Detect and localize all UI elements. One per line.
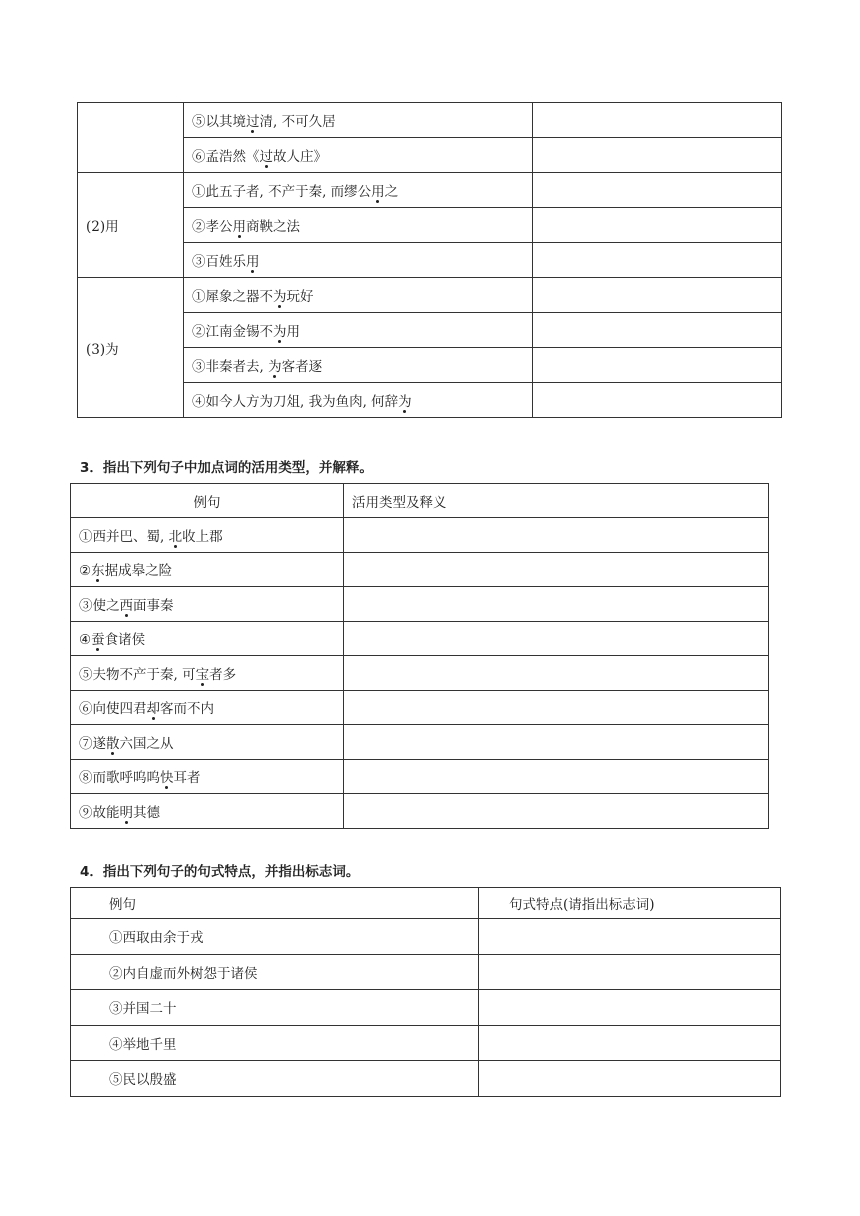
table-row [78, 243, 782, 278]
table-row [78, 313, 782, 348]
sentence-text-pre: ⑦遂 [79, 735, 106, 752]
answer-cell[interactable] [479, 1025, 781, 1061]
sentence-text-pre: ⑧而歌呼呜呜 [79, 770, 160, 787]
table-row [78, 208, 782, 243]
example-sentence [71, 656, 344, 691]
answer-cell[interactable] [344, 725, 769, 760]
answer-cell[interactable] [533, 173, 782, 208]
section4-col1-header: 例句 [71, 888, 479, 919]
sentence-text-pre: ②孝公 [192, 219, 233, 235]
example-sentence [71, 518, 344, 553]
answer-cell[interactable] [479, 990, 781, 1026]
example-sentence [184, 383, 533, 418]
table-sentence-patterns [70, 887, 781, 1097]
sentence-text-pre: ⑤夫物不产于秦, 可 [79, 666, 196, 683]
sentence-text-pre: ⑥向使四君 [79, 701, 147, 718]
dotted-word: 散 [106, 732, 120, 752]
sentence-text-pre: ①犀象之器不 [192, 289, 273, 305]
answer-cell[interactable] [344, 794, 769, 829]
sentence-text-post: 用 [286, 324, 300, 340]
table-row [78, 278, 782, 313]
sentence-text-post: 玩好 [286, 289, 314, 305]
example-sentence [184, 138, 533, 173]
answer-cell[interactable] [479, 919, 781, 955]
dotted-word: 用 [371, 180, 385, 200]
dotted-word: 却 [147, 697, 161, 717]
table-row [71, 954, 781, 990]
dotted-word: 为 [273, 285, 287, 305]
table-row [71, 919, 781, 955]
answer-cell[interactable] [344, 690, 769, 725]
dotted-word: 明 [120, 801, 134, 821]
sentence-text-post: 据成皋之险 [104, 563, 173, 580]
example-sentence [71, 759, 344, 794]
table-row [78, 173, 782, 208]
word-label [78, 103, 184, 173]
word-label: (3)为 [78, 278, 184, 418]
sentence-text-pre: ⑨故能 [79, 804, 120, 821]
sentence-text-pre: ② [79, 563, 92, 580]
sentence-text-post: 之 [384, 184, 399, 200]
section3-col2-header: 活用类型及释义 [344, 484, 769, 518]
table-row [71, 587, 769, 622]
dotted-word: 为 [398, 390, 412, 410]
sentence-text-pre: ②江南金锡不 [192, 324, 273, 340]
answer-cell[interactable] [533, 243, 782, 278]
sentence-text-pre: ⑥孟浩然《 [192, 149, 260, 165]
sentence-text-pre: ①西并巴、蜀, [79, 528, 169, 545]
table-row [71, 794, 769, 829]
answer-cell[interactable] [533, 208, 782, 243]
answer-cell[interactable] [533, 313, 782, 348]
sentence-text-pre: ③非秦者去, [192, 359, 269, 375]
dotted-word: 东 [91, 559, 105, 579]
dotted-word: 为 [273, 320, 287, 340]
table-row [78, 383, 782, 418]
sentence-text-post: 六国之从 [119, 735, 174, 752]
dotted-word: 宝 [196, 663, 210, 683]
sentence-text-post: 面事秦 [133, 597, 174, 614]
sentence-text-post: 商鞅之法 [246, 219, 300, 235]
table-row [71, 656, 769, 691]
section3-title: 3．指出下列句子中加点词的活用类型，并解释。 [80, 460, 373, 476]
example-sentence [184, 348, 533, 383]
example-sentence: ④举地千里 [71, 1025, 479, 1061]
dotted-word: 西 [120, 594, 134, 614]
example-sentence [184, 208, 533, 243]
example-sentence: ③并国二十 [71, 990, 479, 1026]
table-row [71, 621, 769, 656]
example-sentence [71, 690, 344, 725]
example-sentence [71, 794, 344, 829]
example-sentence [71, 621, 344, 656]
sentence-text-post: 食诸侯 [104, 632, 146, 649]
table-row [71, 759, 769, 794]
answer-cell[interactable] [533, 278, 782, 313]
sentence-text-post: 耳者 [173, 770, 201, 787]
table-row [71, 518, 769, 553]
answer-cell[interactable] [533, 103, 782, 138]
sentence-text-post: 者多 [209, 666, 237, 683]
dotted-word: 过 [260, 145, 274, 165]
table-row [71, 990, 781, 1026]
dotted-word: 用 [233, 215, 247, 235]
answer-cell[interactable] [533, 348, 782, 383]
example-sentence: ②内自虚而外树怨于诸侯 [71, 954, 479, 990]
dotted-word: 用 [246, 250, 260, 270]
sentence-text-pre: ④ [79, 632, 92, 649]
sentence-text-pre: ③使之 [79, 597, 120, 614]
example-sentence: ⑤民以殷盛 [71, 1061, 479, 1097]
sentence-text-post: 其德 [133, 804, 160, 821]
section3-col1-header: 例句 [71, 484, 344, 518]
answer-cell[interactable] [533, 138, 782, 173]
word-label: (2)用 [78, 173, 184, 278]
table-word-usage [70, 483, 769, 829]
dotted-word: 北 [169, 525, 183, 545]
table-row [71, 690, 769, 725]
answer-cell[interactable] [479, 1061, 781, 1097]
answer-cell[interactable] [344, 518, 769, 553]
table-word-meanings [77, 102, 782, 418]
sentence-text-pre: ③百姓乐 [192, 254, 246, 270]
table-row [71, 1061, 781, 1097]
dotted-word: 过 [246, 110, 260, 130]
answer-cell[interactable] [344, 656, 769, 691]
table-row [78, 348, 782, 383]
example-sentence [71, 725, 344, 760]
dotted-word: 蚕 [91, 628, 105, 648]
table-row [71, 1025, 781, 1061]
table-row [71, 552, 769, 587]
example-sentence [184, 103, 533, 138]
dotted-word: 为 [268, 355, 282, 375]
answer-cell[interactable] [479, 954, 781, 990]
answer-cell[interactable] [344, 759, 769, 794]
table-row [78, 138, 782, 173]
table-row [78, 103, 782, 138]
dotted-word: 快 [160, 766, 174, 786]
answer-cell[interactable] [344, 621, 769, 656]
answer-cell[interactable] [344, 587, 769, 622]
sentence-text-pre: ①此五子者, 不产于秦, 而缪公 [192, 184, 372, 200]
example-sentence [71, 552, 344, 587]
sentence-text-post: 客而不内 [160, 701, 214, 718]
sentence-text-post: 清, 不可久居 [259, 114, 336, 130]
sentence-text-pre: ④如今人方为刀俎, 我为鱼肉, 何辞 [192, 394, 399, 410]
example-sentence: ①西取由余于戎 [71, 919, 479, 955]
example-sentence [184, 278, 533, 313]
answer-cell[interactable] [344, 552, 769, 587]
sentence-text-post: 客者逐 [281, 359, 323, 375]
section4-title: 4．指出下列句子的句式特点，并指出标志词。 [80, 864, 360, 880]
example-sentence [71, 587, 344, 622]
table-row [71, 725, 769, 760]
sentence-text-post: 收上郡 [182, 528, 223, 545]
section4-col2-header: 句式特点(请指出标志词) [479, 888, 781, 919]
sentence-text-pre: ⑤以其境 [192, 114, 246, 130]
example-sentence [184, 243, 533, 278]
answer-cell[interactable] [533, 383, 782, 418]
sentence-text-post: 故人庄》 [273, 149, 327, 165]
example-sentence [184, 313, 533, 348]
example-sentence [184, 173, 533, 208]
